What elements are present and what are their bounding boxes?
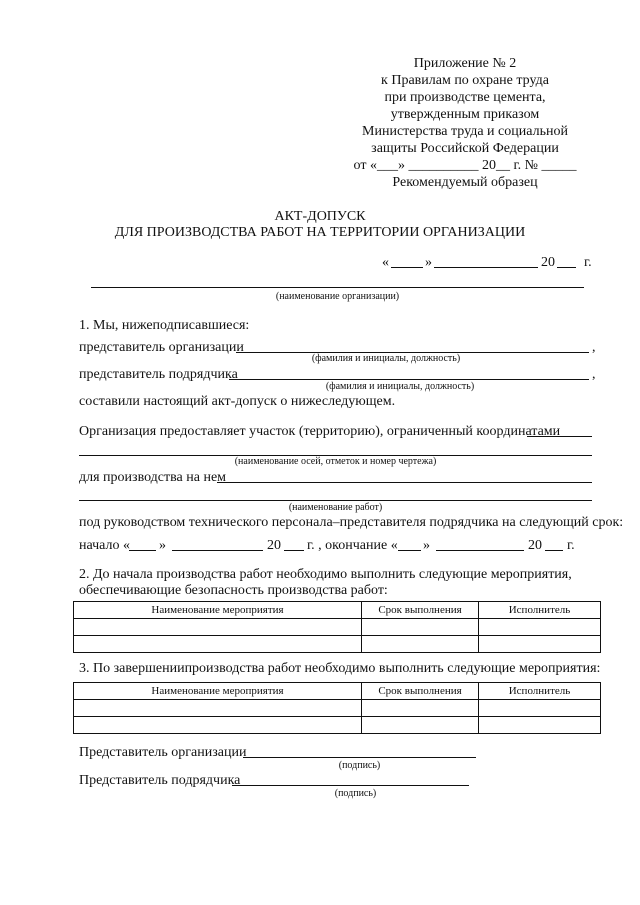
table-row — [74, 717, 601, 734]
measure-cell[interactable] — [74, 717, 362, 734]
executor-cell[interactable] — [479, 717, 601, 734]
section1-heading: 1. Мы, нижеподписавшиеся: — [79, 318, 250, 333]
appendix-line-1: Приложение № 2 — [413, 56, 517, 71]
appendix-line-2: к Правилам по охране труда — [381, 73, 549, 88]
territory-text: Организация предоставляет участок (территорию), ограниченный координатами — [79, 424, 561, 439]
year-prefix: 20 — [541, 255, 555, 270]
table-header-row — [74, 683, 601, 700]
table-header-row — [74, 602, 601, 619]
org-rep-comma: , — [592, 340, 596, 355]
end-day-field[interactable] — [398, 550, 421, 551]
start-day-field[interactable] — [129, 550, 156, 551]
signature-org-label: Представитель организации — [79, 745, 247, 760]
executor-cell[interactable] — [479, 619, 601, 636]
deadline-cell[interactable] — [362, 619, 479, 636]
contractor-rep-field[interactable] — [229, 379, 589, 380]
section2-text-line2: обеспечивающие безопасность производства работ: — [79, 583, 388, 598]
works-label: для производства на нем — [79, 470, 227, 485]
end-year-field[interactable] — [545, 550, 563, 551]
signature-org-field[interactable] — [243, 757, 476, 758]
act-subtitle: ДЛЯ ПРОИЗВОДСТВА РАБОТ НА ТЕРРИТОРИИ ОРГАНИЗАЦИИ — [114, 225, 526, 240]
coordinates-field[interactable] — [527, 436, 592, 437]
compiled-text: составили настоящий акт-допуск о нижеследующем. — [79, 394, 396, 409]
year-field[interactable] — [557, 267, 576, 268]
column-header-measure: Наименование мероприятия — [74, 602, 362, 619]
appendix-line-4: утвержденным приказом — [390, 107, 540, 122]
end-year-prefix: 20 — [528, 538, 542, 553]
column-header-executor: Исполнитель — [479, 683, 601, 700]
deadline-cell[interactable] — [362, 700, 479, 717]
day-field[interactable] — [391, 267, 423, 268]
org-rep-caption: (фамилия и инициалы, должность) — [311, 353, 461, 364]
executor-cell[interactable] — [479, 700, 601, 717]
date-open-quote: « — [382, 255, 389, 270]
end-month-field[interactable] — [436, 550, 524, 551]
measure-cell[interactable] — [74, 636, 362, 653]
signature-contractor-label: Представитель подрядчика — [79, 773, 241, 788]
measures-before-table — [73, 601, 601, 653]
signature-org-caption: (подпись) — [338, 760, 381, 771]
table-row — [74, 700, 601, 717]
deadline-cell[interactable] — [362, 636, 479, 653]
contractor-rep-caption: (фамилия и инициалы, должность) — [325, 381, 475, 392]
section3-text: 3. По завершениипроизводства работ необходимо выполнить следующие мероприятия: — [79, 661, 601, 676]
signature-contractor-field[interactable] — [232, 785, 469, 786]
measure-cell[interactable] — [74, 700, 362, 717]
start-month-field[interactable] — [172, 550, 263, 551]
appendix-line-6: защиты Российской Федерации — [371, 141, 559, 156]
signature-contractor-caption: (подпись) — [334, 788, 377, 799]
end-close-quote: » — [423, 538, 430, 553]
works-field-continued[interactable] — [79, 500, 592, 501]
section2-text-line1: 2. До начала производства работ необходимо выполнить следующие мероприятия, — [79, 567, 572, 582]
column-header-deadline: Срок выполнения — [362, 602, 479, 619]
sample-note: Рекомендуемый образец — [392, 175, 538, 190]
executor-cell[interactable] — [479, 636, 601, 653]
works-caption: (наименование работ) — [288, 502, 383, 513]
contractor-rep-comma: , — [592, 367, 596, 382]
organization-name-field[interactable] — [91, 287, 584, 288]
end-year-suffix: г. — [567, 538, 575, 553]
table-row — [74, 619, 601, 636]
start-close-quote: » — [159, 538, 166, 553]
organization-caption: (наименование организации) — [275, 291, 400, 302]
column-header-measure: Наименование мероприятия — [74, 683, 362, 700]
month-field[interactable] — [434, 267, 538, 268]
measure-cell[interactable] — [74, 619, 362, 636]
axes-caption: (наименование осей, отметок и номер чертежа) — [234, 456, 437, 467]
start-label: начало « — [79, 538, 131, 553]
works-field[interactable] — [217, 482, 592, 483]
measures-after-table — [73, 682, 601, 734]
appendix-line-7: от «___» __________ 20__ г. № _____ — [353, 158, 577, 173]
date-close-quote: » — [425, 255, 432, 270]
act-title: АКТ-ДОПУСК — [274, 209, 366, 224]
contractor-rep-label: представитель подрядчика — [79, 367, 238, 382]
deadline-cell[interactable] — [362, 717, 479, 734]
supervision-text: под руководством технического персонала–представителя подрядчика на следующий срок: — [79, 515, 624, 530]
column-header-deadline: Срок выполнения — [362, 683, 479, 700]
table-row — [74, 636, 601, 653]
appendix-line-3: при производстве цемента, — [384, 90, 546, 105]
appendix-line-5: Министерства труда и социальной — [362, 124, 568, 139]
end-label: г. , окончание « — [307, 538, 398, 553]
column-header-executor: Исполнитель — [479, 602, 601, 619]
year-suffix: г. — [584, 255, 592, 270]
org-rep-label: представитель организации — [79, 340, 244, 355]
start-year-field[interactable] — [284, 550, 304, 551]
start-year-prefix: 20 — [267, 538, 281, 553]
